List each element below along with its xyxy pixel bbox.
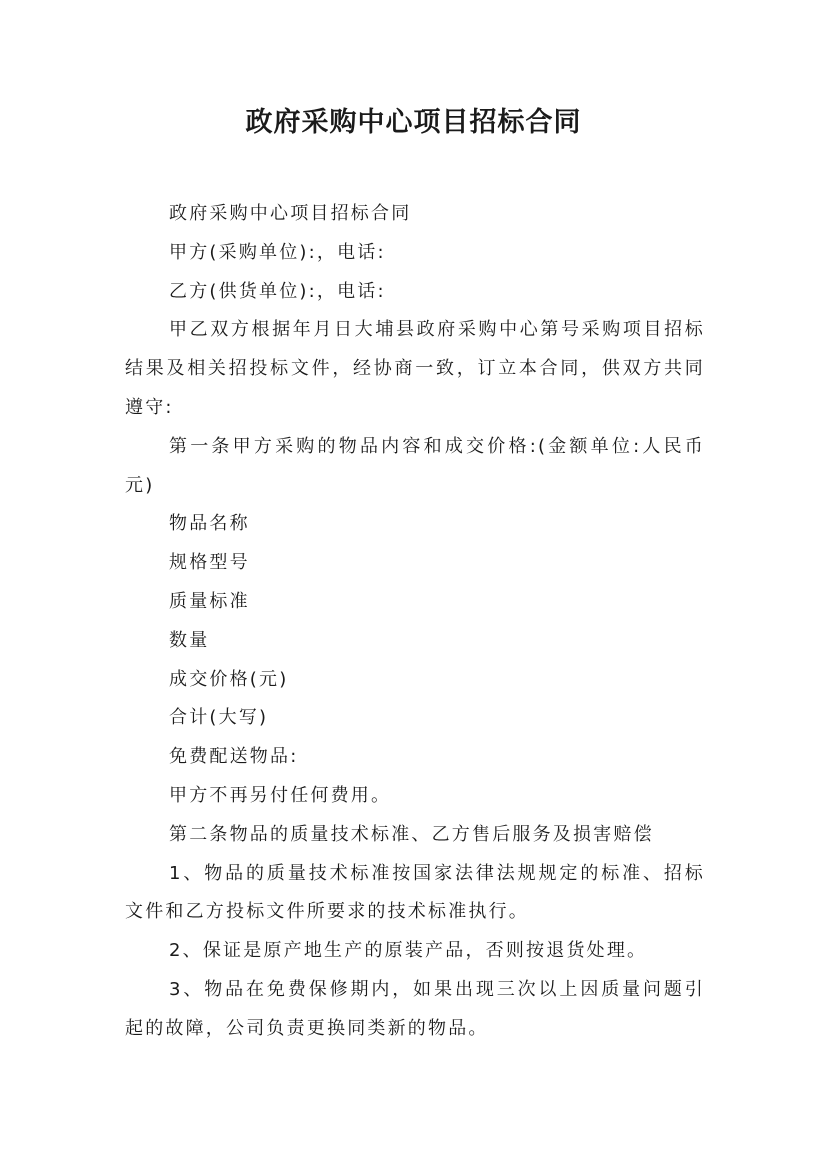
paragraph-item-quality: 质量标准 [169,590,250,612]
paragraph-no-extra-fee: 甲方不再另付任何费用。 [169,784,392,806]
paragraph-item-total: 合计(大写) [169,707,269,729]
paragraph-clause-2: 2、保证是原产地生产的原装产品，否则按退货处理。 [169,940,648,962]
paragraph-article-1: 第一条甲方采购的物品内容和成交价格:(金额单位:人民币元) [125,435,705,496]
paragraph-clause-1: 1、物品的质量技术标准按国家法律法规规定的标准、招标文件和乙方投标文件所要求的技术标准执行。 [125,862,705,923]
paragraph-contract-name: 政府采购中心项目招标合同 [169,203,412,224]
document-body [125,195,705,1049]
paragraph-article-2: 第二条物品的质量技术标准、乙方售后服务及损害赔偿 [169,823,654,845]
paragraph-party-a: 甲方(采购单位):，电话: [169,241,386,263]
document-title: 政府采购中心项目招标合同 [245,107,582,138]
paragraph-item-spec: 规格型号 [169,552,250,574]
paragraph-party-b: 乙方(供货单位):，电话: [169,280,386,302]
paragraph-item-quantity: 数量 [169,629,210,651]
paragraph-item-price: 成交价格(元) [169,668,289,690]
paragraph-item-name: 物品名称 [169,513,250,535]
paragraph-preamble: 甲乙双方根据年月日大埔县政府采购中心第号采购项目招标结果及相关招投标文件，经协商一致，订立本合同，供双方共同遵守: [125,319,705,418]
paragraph-free-delivery: 免费配送物品: [169,746,299,768]
paragraph-clause-3: 3、物品在免费保修期内，如果出现三次以上因质量问题引起的故障，公司负责更换同类新的物品。 [125,978,705,1039]
